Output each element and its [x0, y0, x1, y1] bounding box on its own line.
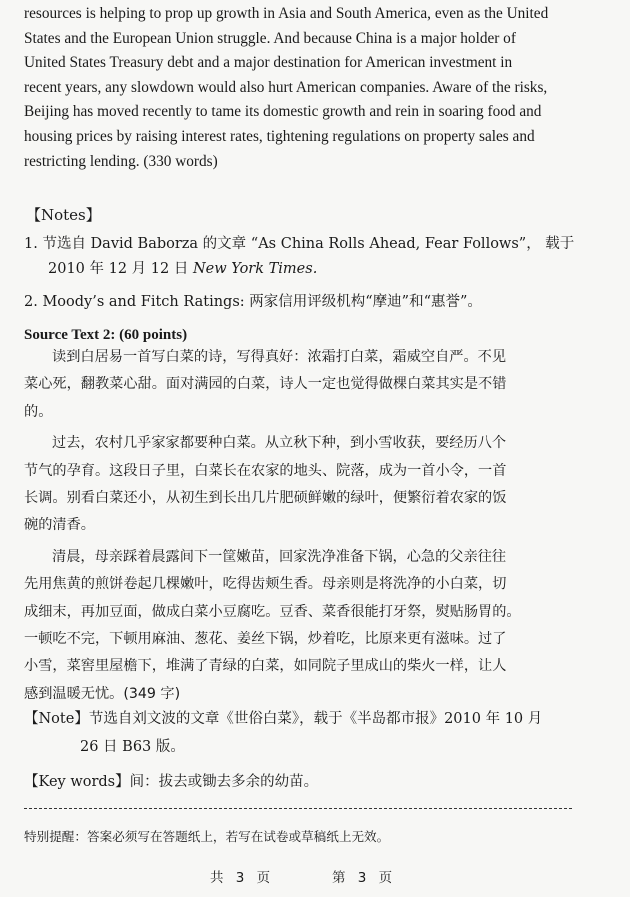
passage-line: recent years, any slowdown would also hurt American companies. Aware of the risks, — [24, 78, 548, 96]
note-item-1-cont: 2010 年 12 月 12 日 New York Times. — [48, 261, 318, 277]
current-page: 第 3 页 — [332, 870, 397, 886]
passage-line: housing prices by raising interest rates, tightening regulations on property sales and — [24, 127, 535, 145]
key-words: 【Key words】间：拔去或锄去多余的幼苗。 — [24, 774, 319, 790]
paragraph-2: 过去，农村几乎家家都要种白菜。从立秋下种，到小雪收获，要经历八个 节气的孕育。这段日子里，白菜长在农家的地头、院落，成为一首小令，一首 长调。别看白菜还小，从初生到长出几片肥硕鲜嫩的绿叶，便繁衍着农家的饭 碗的清香。 — [24, 435, 507, 534]
note-2-line-2: 26 日 B63 版。 — [80, 739, 185, 755]
paragraph-1: 读到白居易一首写白菜的诗，写得真好：浓霜打白菜，霜威空自严。不见 菜心死，翻教菜心甜。面对满园的白菜，诗人一定也觉得做棵白菜其实是不错 的。 — [24, 349, 507, 420]
passage-line: States and the European Union struggle. And because China is a major holder of — [24, 29, 516, 47]
passage-line: United States Treasury debt and a major destination for American investment in — [24, 54, 513, 72]
notes-heading: 【Notes】 — [26, 206, 101, 224]
source-text-2-heading: Source Text 2: (60 points) — [24, 327, 188, 343]
passage-line: Beijing has moved recently to tame its domestic growth and rein in soaring food and — [24, 103, 542, 121]
passage-line: resources is helping to prop up growth in Asia and South America, even as the United — [24, 5, 549, 22]
note-item-1: 1. 节选自 David Baborza 的文章 “As China Rolls Ahead, Fear Follows”， 载于 — [24, 236, 575, 252]
footer-note: 特别提醒：答案必须写在答题纸上，若写在试卷或草稿纸上无效。 — [24, 829, 390, 844]
footer-divider — [24, 808, 572, 809]
total-pages: 共 3 页 — [210, 870, 275, 886]
passage-line: restricting lending. (330 words) — [24, 152, 218, 170]
note-item-2: 2. Moody’s and Fitch Ratings: 两家信用评级机构“摩迪”和“惠誉”。 — [24, 294, 482, 310]
paragraph-3: 清晨，母亲踩着晨露间下一筐嫩苗，回家洗净准备下锅，心急的父亲往往 先用焦黄的煎饼卷起几棵嫩叶，吃得齿颊生香。母亲则是将洗净的小白菜，切 成细末，再加豆面，做成白菜小豆腐吃。豆香、菜香很能打牙祭，熨贴肠胃的。 一顿吃不完，下顿用麻油、葱花、姜丝下锅，炒着吃，比原来更有滋味。过了 小雪，菜窖里屋檐下，堆满了青绿的白菜，如同院子里成山的柴火一样，让人 感到温暖无忧。(349 字) — [24, 548, 521, 702]
notes-2 — [24, 705, 614, 761]
english-passage — [24, 2, 606, 174]
notes-list — [24, 232, 614, 315]
note-2-line-1: 【Note】节选自刘文波的文章《世俗白菜》，载于《半岛都市报》2010 年 10 月 — [24, 711, 543, 727]
source-text-2-body — [24, 344, 606, 708]
